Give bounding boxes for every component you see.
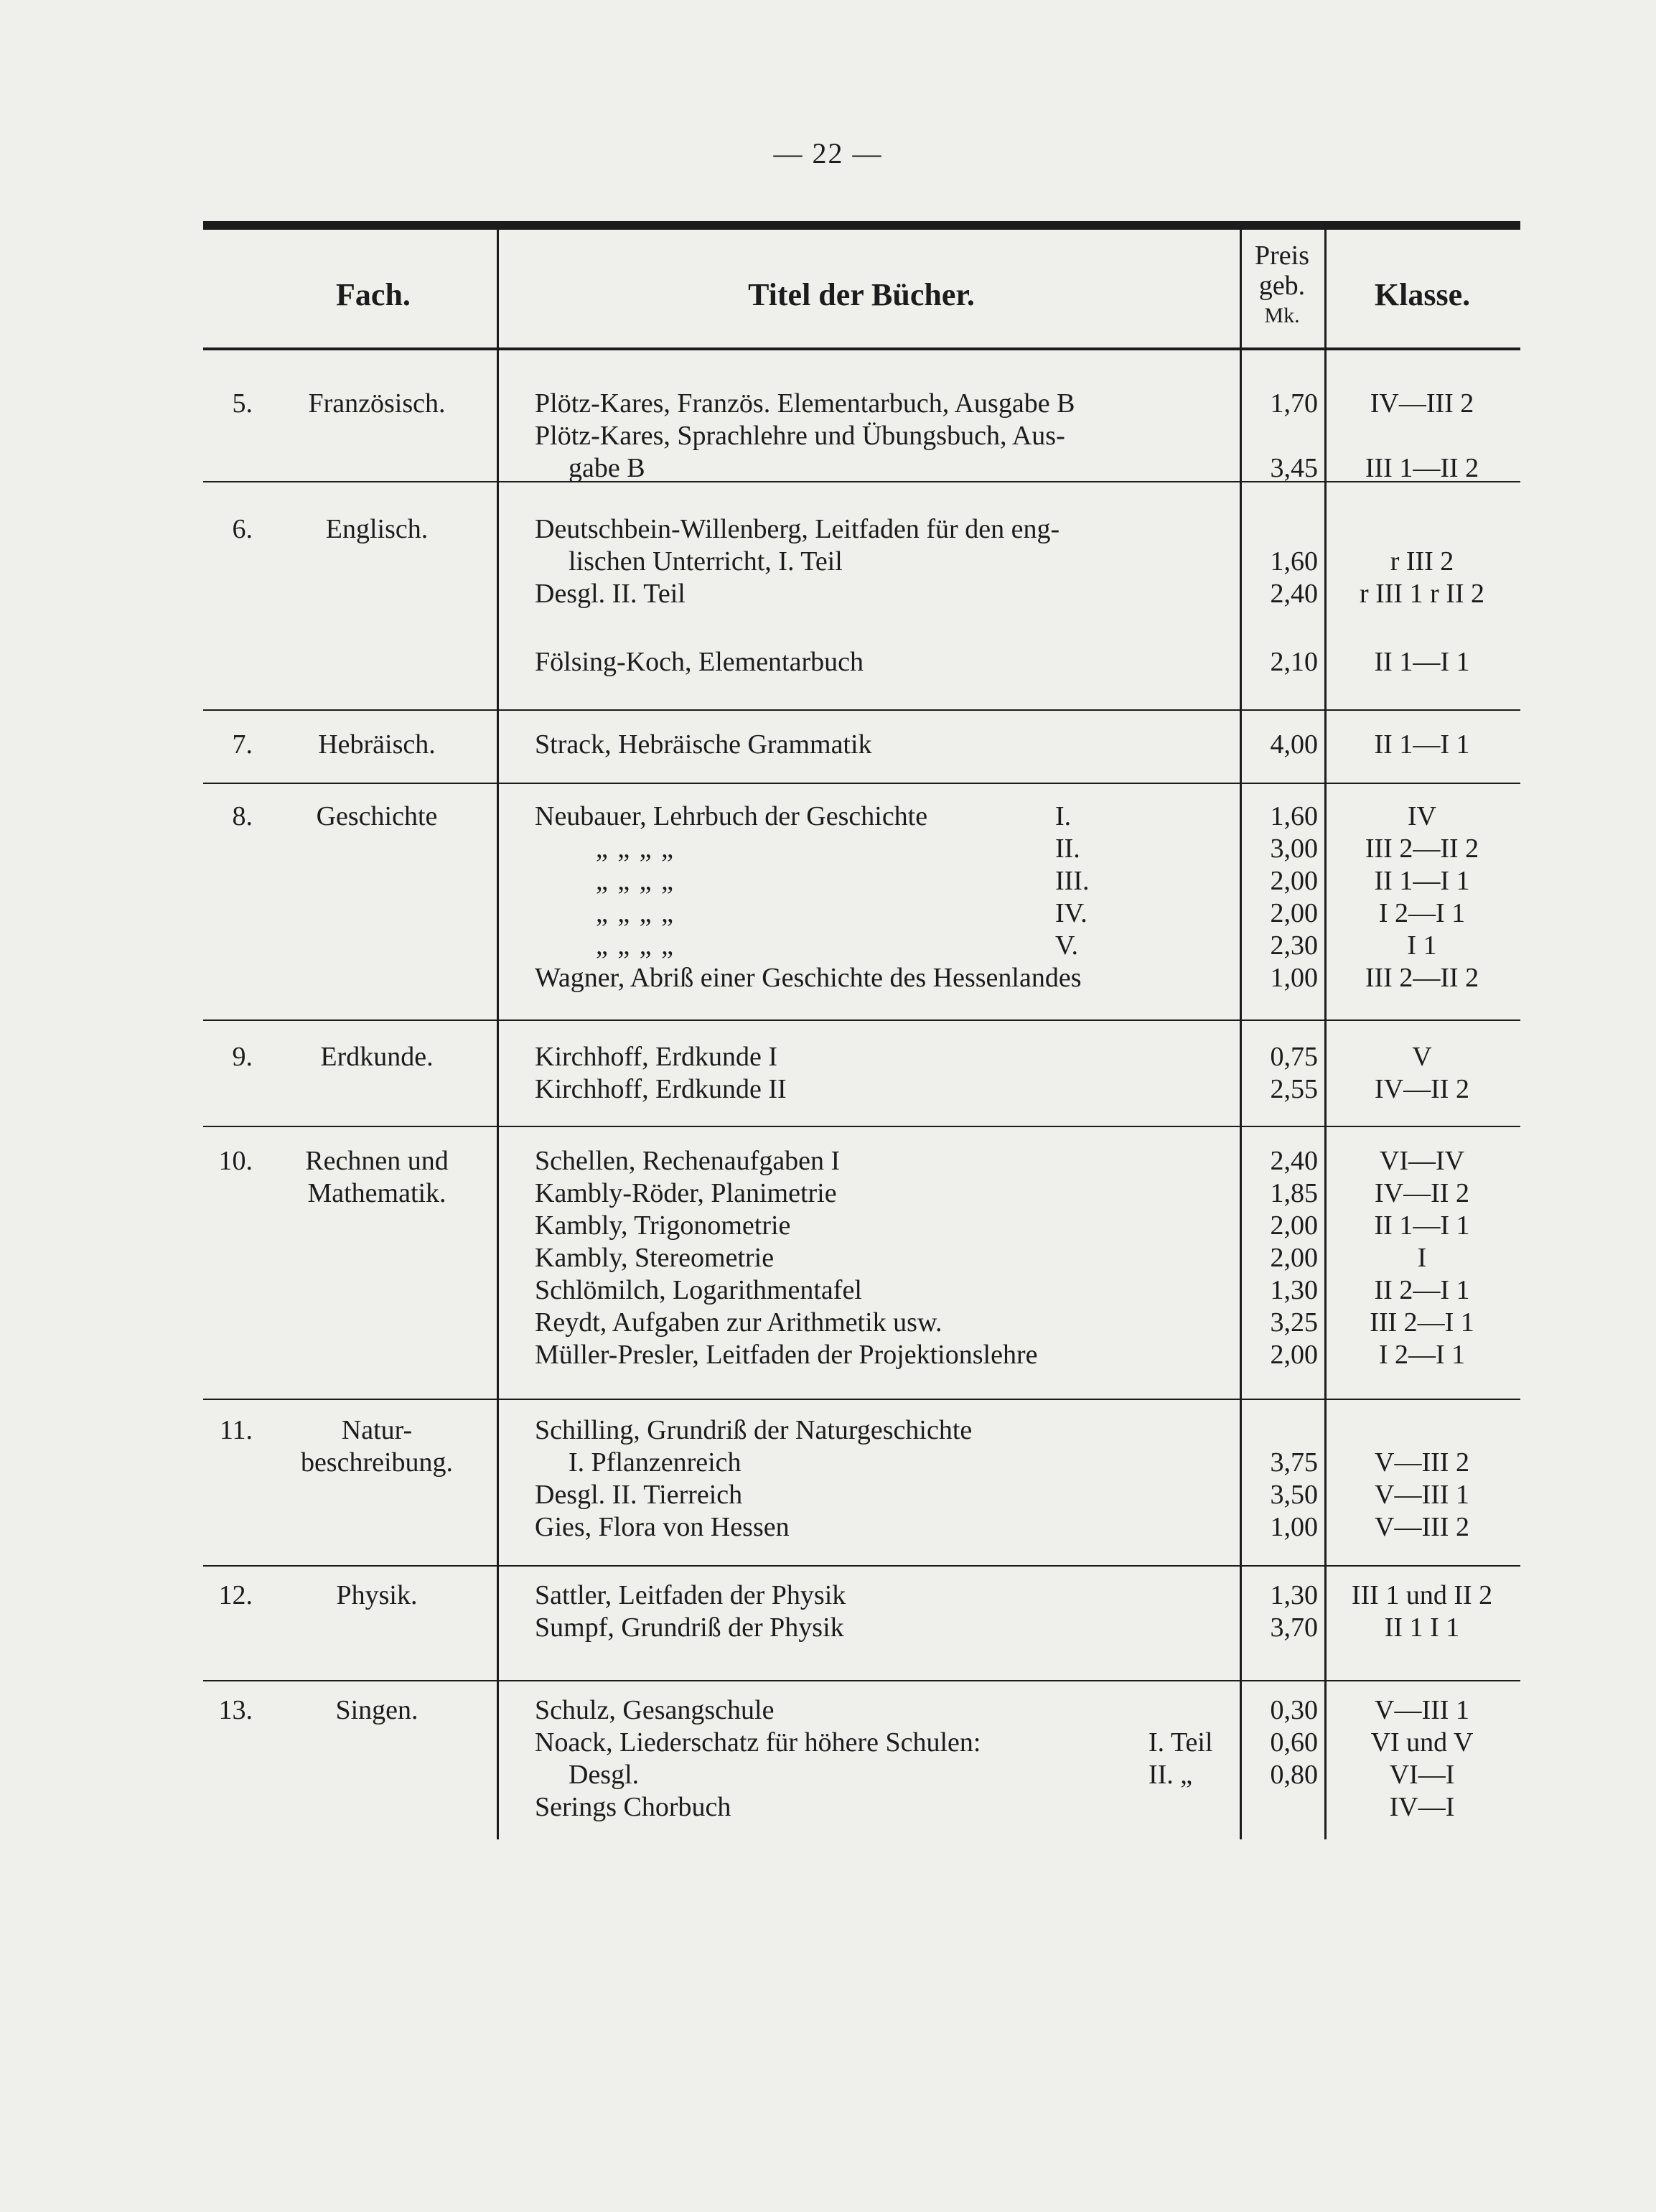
row-number: 12. (218, 1580, 253, 1610)
class-range: V (1412, 1042, 1432, 1072)
table-header-rule (203, 347, 1520, 350)
price: 3,45 (1270, 453, 1318, 483)
book-title: Noack, Liederschatz für höhere Schulen: (535, 1727, 981, 1758)
book-title: gabe B (569, 453, 645, 483)
book-title: Sumpf, Grundriß der Physik (535, 1613, 844, 1643)
book-part: IV. (1055, 898, 1087, 928)
row-number: 5. (232, 388, 253, 419)
ditto-marks: „ „ „ „ (596, 866, 675, 896)
header-preis-line2: geb. (1258, 271, 1306, 301)
book-part: I. Teil (1149, 1727, 1213, 1758)
price: 2,40 (1270, 1146, 1318, 1176)
book-title: Serings Chorbuch (535, 1792, 731, 1822)
subject-name: Französisch. (308, 388, 446, 419)
class-range: III 2—II 2 (1365, 834, 1479, 864)
price: 2,00 (1270, 1340, 1318, 1370)
subject-name: Mathematik. (307, 1178, 446, 1208)
class-range: V—III 2 (1375, 1512, 1469, 1542)
header-fach: Fach. (336, 277, 411, 312)
class-range: III 2—II 2 (1365, 963, 1479, 993)
price: 2,00 (1270, 1243, 1318, 1273)
header-preis (1240, 241, 1324, 331)
group-rule (203, 1680, 1520, 1681)
price: 0,60 (1270, 1727, 1318, 1758)
book-title: Schellen, Rechenaufgaben I (535, 1146, 841, 1176)
subject-name: Rechnen und (305, 1146, 449, 1176)
class-range: III 2—I 1 (1370, 1307, 1474, 1338)
class-range: I 2—I 1 (1378, 898, 1466, 928)
header-preis-line1: Preis (1255, 241, 1309, 271)
price: 1,00 (1270, 963, 1318, 993)
price: 2,00 (1270, 866, 1318, 896)
class-range: II 1—I 1 (1374, 1210, 1470, 1241)
group-rule (203, 709, 1520, 711)
class-range: II 1 I 1 (1384, 1613, 1460, 1643)
row-number: 6. (232, 514, 253, 544)
price: 2,00 (1270, 1210, 1318, 1241)
class-range: IV (1407, 801, 1437, 831)
class-range: III 1 und II 2 (1351, 1580, 1493, 1610)
price: 3,50 (1270, 1480, 1318, 1510)
page-number: — 22 — (773, 137, 883, 169)
book-part: V. (1055, 930, 1079, 961)
header-titel: Titel der Bücher. (748, 277, 975, 312)
row-number: 10. (218, 1146, 253, 1176)
price: 2,30 (1270, 930, 1318, 961)
book-title: Reydt, Aufgaben zur Arithmetik usw. (535, 1307, 942, 1338)
book-title: Neubauer, Lehrbuch der Geschichte (535, 801, 928, 831)
subject-name: Singen. (335, 1695, 418, 1725)
row-number: 13. (218, 1695, 253, 1725)
book-title: Kambly-Röder, Planimetrie (535, 1178, 837, 1208)
subject-name: beschreibung. (300, 1447, 454, 1478)
class-range: IV—II 2 (1375, 1074, 1469, 1104)
book-title: Wagner, Abriß einer Geschichte des Hessenlandes (535, 963, 1082, 993)
price: 2,40 (1270, 579, 1318, 609)
price: 3,25 (1270, 1307, 1318, 1338)
class-range: IV—I (1389, 1792, 1455, 1822)
book-title: Desgl. II. Teil (535, 579, 686, 609)
price: 2,10 (1270, 647, 1318, 677)
price: 1,60 (1270, 546, 1318, 577)
price: 1,30 (1270, 1275, 1318, 1305)
class-range: VI und V (1370, 1727, 1474, 1758)
group-rule (203, 1565, 1520, 1567)
class-range: IV—III 2 (1370, 388, 1474, 419)
ditto-marks: „ „ „ „ (596, 898, 675, 928)
price: 1,30 (1270, 1580, 1318, 1610)
class-range: IV—II 2 (1375, 1178, 1469, 1208)
price: 0,80 (1270, 1760, 1318, 1790)
price: 3,00 (1270, 834, 1318, 864)
ditto-marks: „ „ „ „ (596, 930, 675, 961)
book-title: Desgl. (569, 1760, 640, 1790)
class-range: r III 2 (1390, 546, 1454, 577)
class-range: VI—IV (1379, 1146, 1465, 1176)
group-rule (203, 1126, 1520, 1127)
class-range: I (1417, 1243, 1427, 1273)
subject-name: Englisch. (325, 514, 429, 544)
price: 0,75 (1270, 1042, 1318, 1072)
subject-name: Physik. (336, 1580, 418, 1610)
ditto-marks: „ „ „ „ (596, 834, 675, 864)
class-range: r III 1 r II 2 (1359, 579, 1485, 609)
group-rule (203, 1399, 1520, 1400)
row-number: 8. (232, 801, 253, 831)
book-title: Kirchhoff, Erdkunde I (535, 1042, 778, 1072)
book-title: Schulz, Gesangschule (535, 1695, 775, 1725)
row-number: 7. (232, 729, 253, 760)
subject-name: Natur- (341, 1415, 413, 1445)
book-title: Kirchhoff, Erdkunde II (535, 1074, 787, 1104)
price: 1,00 (1270, 1512, 1318, 1542)
price: 3,70 (1270, 1613, 1318, 1643)
price: 0,30 (1270, 1695, 1318, 1725)
price: 1,85 (1270, 1178, 1318, 1208)
class-range: VI—I (1389, 1760, 1455, 1790)
book-title: Strack, Hebräische Grammatik (535, 729, 872, 760)
class-range: II 1—I 1 (1374, 647, 1470, 677)
book-title: Fölsing-Koch, Elementarbuch (535, 647, 864, 677)
group-rule (203, 1019, 1520, 1021)
header-preis-line3: Mk. (1264, 304, 1300, 327)
book-title: Sattler, Leitfaden der Physik (535, 1580, 846, 1610)
book-title: Schlömilch, Logarithmentafel (535, 1275, 862, 1305)
class-range: I 1 (1407, 930, 1437, 961)
class-range: II 1—I 1 (1374, 866, 1470, 896)
book-part: I. (1055, 801, 1072, 831)
price: 1,60 (1270, 801, 1318, 831)
class-range: III 1—II 2 (1365, 453, 1479, 483)
class-range: I 2—I 1 (1378, 1340, 1466, 1370)
book-title: Deutschbein-Willenberg, Leitfaden für den eng- (535, 514, 1060, 544)
book-title: Kambly, Stereometrie (535, 1243, 775, 1273)
book-part: II. (1055, 834, 1080, 864)
book-title: Gies, Flora von Hessen (535, 1512, 790, 1542)
book-title: Müller-Presler, Leitfaden der Projektionslehre (535, 1340, 1038, 1370)
book-part: III. (1055, 866, 1090, 896)
subject-name: Geschichte (316, 801, 438, 831)
class-range: II 2—I 1 (1374, 1275, 1470, 1305)
book-title: Kambly, Trigonometrie (535, 1210, 791, 1241)
header-klasse: Klasse. (1374, 277, 1471, 312)
column-divider-fach (497, 230, 499, 1839)
price: 1,70 (1270, 388, 1318, 419)
class-range: V—III 1 (1375, 1480, 1469, 1510)
row-number: 11. (219, 1415, 253, 1445)
class-range: II 1—I 1 (1374, 729, 1470, 760)
subject-name: Hebräisch. (318, 729, 436, 760)
price: 2,00 (1270, 898, 1318, 928)
row-number: 9. (232, 1042, 253, 1072)
subject-name: Erdkunde. (320, 1042, 434, 1072)
price: 3,75 (1270, 1447, 1318, 1478)
book-title: lischen Unterricht, I. Teil (569, 546, 843, 577)
book-part: II. „ (1149, 1760, 1193, 1790)
group-rule (203, 783, 1520, 784)
book-title: Schilling, Grundriß der Naturgeschichte (535, 1415, 973, 1445)
table-top-rule (203, 221, 1520, 230)
book-title: Plötz-Kares, Sprachlehre und Übungsbuch, Aus- (535, 421, 1065, 451)
book-title: Plötz-Kares, Französ. Elementarbuch, Ausgabe B (535, 388, 1075, 419)
class-range: V—III 2 (1375, 1447, 1469, 1478)
price: 2,55 (1270, 1074, 1318, 1104)
book-title: I. Pflanzenreich (569, 1447, 742, 1478)
class-range: V—III 1 (1375, 1695, 1469, 1725)
price: 4,00 (1270, 729, 1318, 760)
book-title: Desgl. II. Tierreich (535, 1480, 743, 1510)
